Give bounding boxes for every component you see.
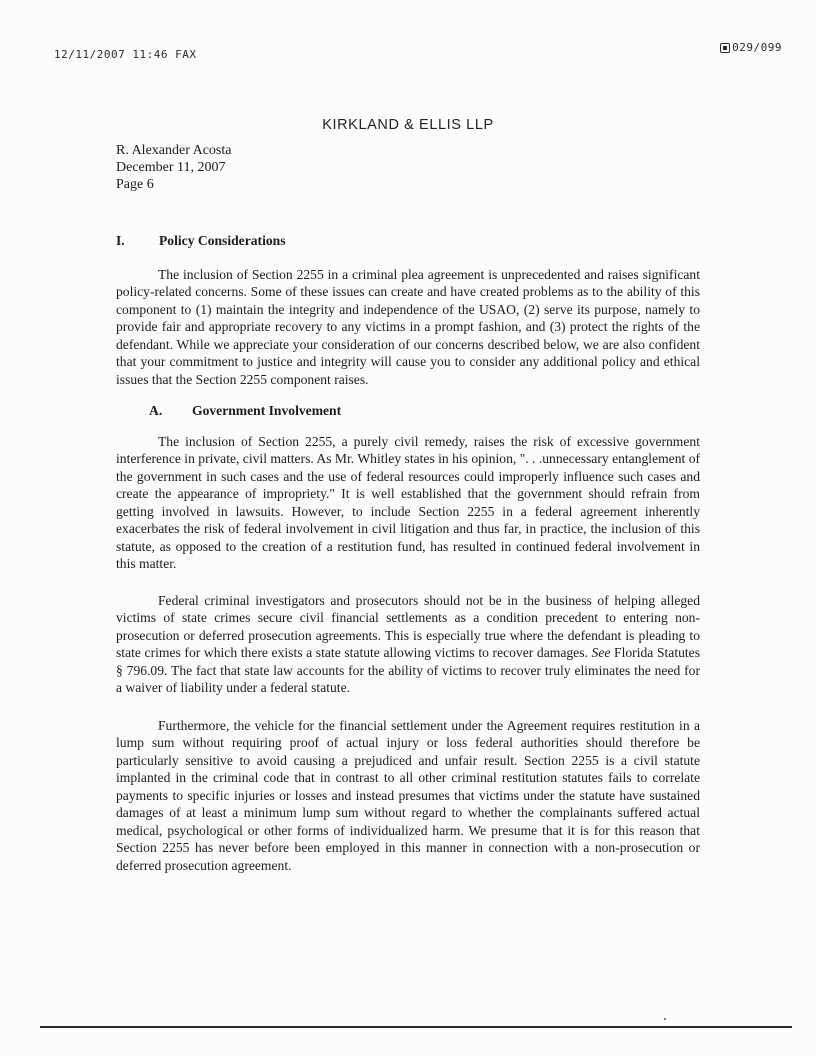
section-heading [116, 232, 700, 250]
section-number: I. [116, 233, 125, 248]
paragraph-2-text-before: Federal criminal investigators and prosecutors should not be in the business of helping alleged victims of state crimes secure civil financial settlements as a condition precedent to entering non-prosecution or deferred prosecution agreements. This is especially true where the defendant is pleading to state crimes for which there exists a state statute allowing victims to recover damages. [116, 592, 700, 660]
section-intro-paragraph: The inclusion of Section 2255 in a criminal plea agreement is unprecedented and raises significant policy-related concerns. Some of these issues can create and have created problems as to the ability of this component to (1) maintain the integrity and independence of the USAO, (2) serve its purpose, namely to provide fair and appropriate recovery to any victims in a prompt fashion, and (3) protect the rights of the defendant. While we appreciate your consideration of our concerns described below, we are also confident that your commitment to justice and integrity will cause you to consider any additional policy and ethical issues that the Section 2255 component raises. [116, 266, 700, 387]
addressee-name: R. Alexander Acosta [116, 143, 232, 158]
section-title: Policy Considerations [159, 233, 286, 248]
paragraph-2-text-after: Florida Statutes § 796.09. The fact that state law accounts for the ability of victims to recover truly eliminates the need for a waiver of liability under a federal statute. [116, 645, 700, 695]
subsection-letter: A. [149, 403, 163, 418]
fax-page-counter [720, 41, 782, 54]
government-involvement-paragraph-1: The inclusion of Section 2255, a purely civil remedy, raises the risk of excessive government interference in private, civil matters. As Mr. Whitley states in his opinion, ". . .unnecessary entanglement of the government in such cases and the use of federal resources could improperly influence such cases and create the appearance of impropriety." It is well established that the government should refrain from getting involved in lawsuits. However, to include Section 2255 in a federal agreement inherently exacerbates the risk of federal involvement in civil litigation and thus far, in practice, the inclusion of this statute, as opposed to the creation of a restitution fund, has resulted in continued federal involvement in this matter. [116, 433, 701, 571]
letter-body [116, 232, 700, 894]
addressee-block [116, 142, 231, 193]
subsection-heading [149, 402, 700, 420]
fax-page-number: 029/099 [732, 41, 782, 54]
scan-speck [664, 1018, 666, 1020]
page-number: Page 6 [116, 177, 154, 192]
letter-date: December 11, 2007 [116, 160, 226, 175]
letterhead-firm-name: KIRKLAND & ELLIS LLP [322, 117, 494, 133]
government-involvement-paragraph-2 [116, 592, 700, 697]
government-involvement-paragraph-3: Furthermore, the vehicle for the financial settlement under the Agreement requires restitution in a lump sum without requiring proof of actual injury or loss federal authorities should therefore be particularly sensitive to avoid causing a prejudiced and unfair result. Section 2255 is a civil statute implanted in the criminal code that in contrast to all other criminal restitution statutes fails to correlate payments to specific injuries or losses and instead presumes that victims under the statute have sustained damages of at least a minimum lump sum without regard to whether the complainants suffered actual medical, psychological or other forms of individualized harm. We presume that it is for this reason that Section 2255 has never before been employed in this manner in connection with a non-prosecution or deferred prosecution agreement. [116, 717, 700, 873]
fax-timestamp: 12/11/2007 11:46 FAX [54, 48, 197, 61]
subsection-title: Government Involvement [192, 403, 342, 418]
see-citation-signal: See [591, 645, 611, 660]
footer-rule [40, 1026, 792, 1028]
fax-page-icon [720, 43, 730, 53]
